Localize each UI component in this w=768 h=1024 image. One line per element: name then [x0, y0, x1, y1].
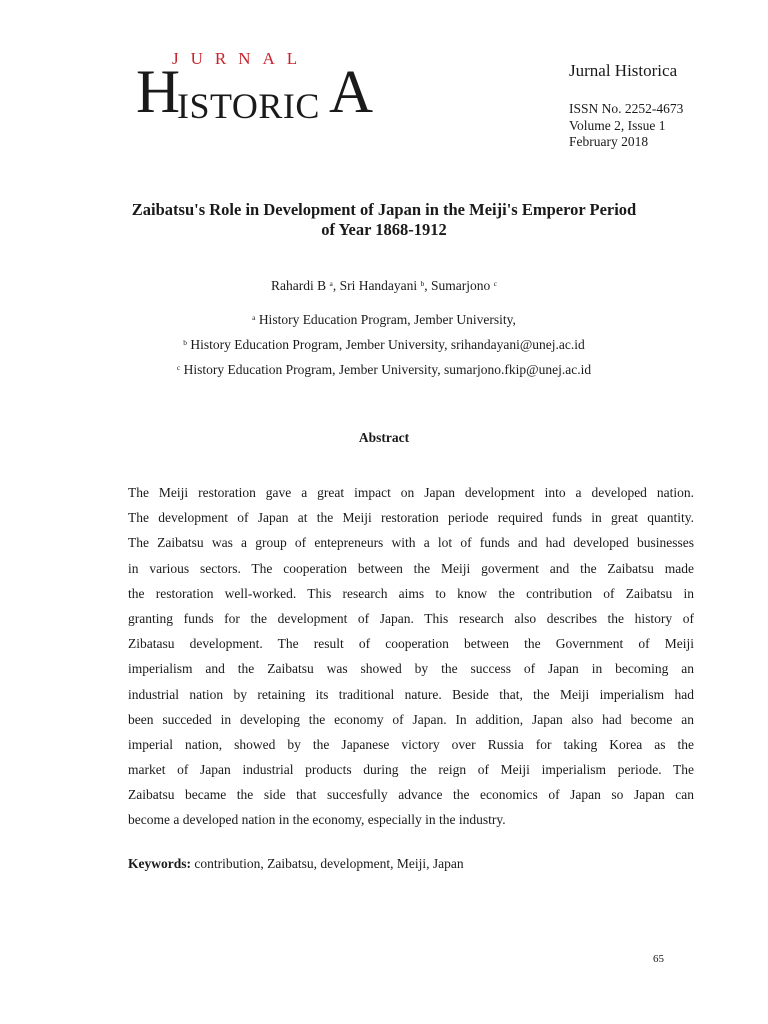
abstract-line: The development of Japan at the Meiji restoration periode required funds in great quantity.	[128, 510, 694, 526]
logo-istoric-text: ISTORIC	[177, 86, 320, 126]
author-mark: c	[493, 279, 498, 288]
journal-date: February 2018	[569, 134, 649, 149]
author-list: Rahardi B $^a$, Sri Handayani $^b$, Sumarjono $^c$	[270, 278, 498, 293]
journal-issn: ISSN No. 2252-4673	[569, 101, 684, 116]
journal-logo	[136, 48, 376, 128]
paper-title	[100, 200, 668, 240]
logo-letter-a: A	[329, 59, 374, 126]
abstract-line: been succeded in developing the economy of Japan. In addition, Japan also had become an	[128, 711, 694, 727]
page-number: 65	[653, 953, 664, 965]
abstract-line: imperial nation, showed by the Japanese victory over Russia for taking Korea as the	[128, 736, 694, 752]
abstract-line: market of Japan industrial products during the reign of Meiji imperialism periode. The	[128, 762, 694, 778]
abstract-line: granting funds for the development of Japan. This research also describes the history of	[128, 610, 694, 626]
paper-title-line1: Zaibatsu's Role in Development of Japan in the Meiji's Emperor Period	[131, 200, 637, 219]
affiliation-text: History Education Program, Jember University, srihandayani@unej.ac.id	[190, 337, 585, 352]
abstract-line: become a developed nation in the economy, especially in the industry.	[128, 812, 506, 828]
keywords-list: contribution, Zaibatsu, development, Meiji, Japan	[194, 856, 464, 871]
journal-name: Jurnal Historica	[569, 61, 678, 80]
abstract-line: the restoration well-worked. This research aims to know the contribution of Zaibatsu in	[128, 585, 694, 601]
affiliation-mark: a	[252, 313, 256, 322]
affiliation-text: History Education Program, Jember University,	[258, 312, 516, 327]
keywords	[128, 856, 464, 872]
affiliation-a	[0, 312, 768, 328]
affiliation-b	[0, 337, 768, 353]
author-name: Sri Handayani	[339, 278, 418, 293]
abstract-line: Zaibatsu became the side that succesfully advance the economics of Japan so Japan can	[128, 787, 694, 803]
affiliation-mark: b	[183, 338, 188, 347]
affiliation-text: History Education Program, Jember University, sumarjono.fkip@unej.ac.id	[183, 362, 592, 377]
paper-title-line2: of Year 1868-1912	[321, 220, 447, 239]
keywords-label: Keywords:	[128, 856, 191, 871]
abstract-body	[128, 480, 694, 833]
abstract-line: in various sectors. The cooperation between the Meiji goverment and the Zaibatsu made	[128, 560, 694, 576]
abstract-heading: Abstract	[358, 430, 410, 445]
abstract-line: The Meiji restoration gave a great impact on Japan development into a developed nation.	[128, 485, 694, 500]
author-mark: a	[329, 279, 333, 288]
abstract-line: The Zaibatsu was a group of entepreneurs with a lot of funds and had developed businesses	[128, 535, 694, 551]
affiliation-c	[0, 362, 768, 378]
affiliation-mark: c	[176, 363, 181, 372]
logo-letter-h: H	[136, 59, 181, 126]
journal-volume: Volume 2, Issue 1	[569, 117, 666, 133]
abstract-line: imperialism and the Zaibatsu was showed by the success of Japan in becoming an	[128, 661, 694, 677]
author-name: Rahardi B	[270, 278, 327, 293]
journal-info	[569, 101, 683, 151]
author-mark: b	[420, 279, 425, 288]
abstract-line: industrial nation by retaining its traditional nature. Beside that, the Meiji imperialism had	[128, 686, 694, 702]
logo-jurnal-text: JURNAL	[172, 49, 310, 68]
author-name: Sumarjono	[431, 278, 491, 293]
abstract-line: Zibatasu development. The result of cooperation between the Government of Meiji	[128, 636, 694, 652]
